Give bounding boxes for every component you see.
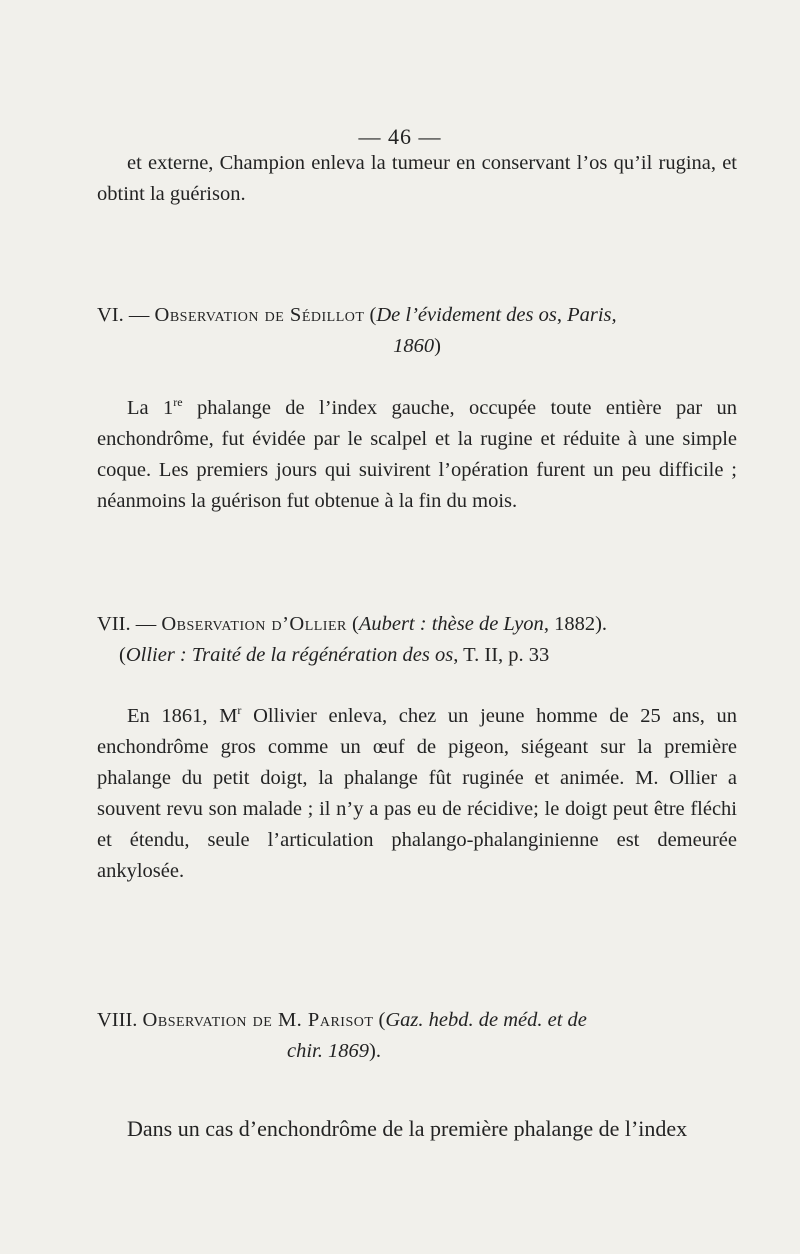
section-vii-body-start: En 1861, M: [127, 705, 238, 727]
section-vi-citation-close: ): [434, 335, 441, 357]
section-vi-body-start: La 1: [127, 397, 174, 419]
section-vi-dash: —: [128, 304, 150, 326]
section-vi-citation-sep: ,: [556, 304, 568, 326]
section-viii-ref-work-1: Gaz. hebd. de méd. et de: [385, 1009, 587, 1031]
section-vii-body-rest: Ollivier enleva, chez un jeune homme de 25 ans, un enchondrôme gros comme un œuf de pigeon, siégeant sur la première phalange du petit doigt, la phalange fût ruginée et animée. M. Ollier a souvent revu son malade ; il n’y a pas eu de récidive; le doigt peut être fléchi et étendu, seule l’articulation phalango-phalanginienne est demeurée ankylosée.: [97, 705, 737, 882]
section-vi-body-rest: phalange de l’index gauche, occupée toute entière par un enchondrôme, fut évidée par le scalpel et la rugine et réduite à une simple coque. Les premiers jours qui suivirent l’opération furent un peu difficile ; néanmoins la guérison fut obtenue à la fin du mois.: [97, 397, 738, 512]
section-vi-heading: [97, 300, 737, 362]
section-vii-numeral: VII.: [97, 613, 131, 635]
section-viii-body: Dans un cas d’enchondrôme de la première phalange de l’index: [127, 1116, 688, 1141]
section-vi-body-sup: re: [173, 395, 183, 410]
section-viii-body-block: [97, 1113, 737, 1144]
section-viii-ref-work-2: chir. 1869: [287, 1040, 369, 1062]
section-viii-ref-close: ).: [369, 1040, 381, 1062]
section-vii-ref1-rest: , 1882).: [543, 613, 608, 635]
section-viii-numeral: VIII.: [97, 1009, 138, 1031]
section-viii-heading: [97, 1005, 737, 1067]
section-vi-body-block: [97, 393, 737, 517]
section-vii-body: [97, 701, 737, 887]
section-vi-body: [97, 393, 737, 517]
section-vii-ref1-work: Aubert : thèse de Lyon: [358, 613, 544, 635]
section-viii-title: Observation de M. Parisot: [142, 1009, 374, 1031]
section-vii-title: Observation d’Ollier: [161, 613, 347, 635]
section-vi-citation-year: 1860: [393, 335, 435, 357]
section-vi-citation-open: (: [369, 304, 377, 326]
section-vii-ref2-open: (: [119, 644, 126, 666]
section-viii-ref-open: (: [378, 1009, 386, 1031]
section-vii-dash: —: [135, 613, 157, 635]
section-vii-ref2-rest: , T. II, p. 33: [453, 644, 550, 666]
page-number: — 46 —: [358, 124, 442, 149]
section-vi-citation-work: De l’évidement des os: [376, 304, 557, 326]
intro-paragraph-block: [97, 148, 737, 210]
section-vii-ref2-work: Ollier : Traité de la régénération des os: [125, 644, 454, 666]
section-vii-ref1-open: (: [352, 613, 359, 635]
section-vi-title: Observation de Sédillot: [154, 304, 365, 326]
section-vi-citation-place: Paris,: [567, 304, 617, 326]
intro-paragraph: et externe, Champion enleva la tumeur en conservant l’os qu’il rugina, et obtint la guérison.: [97, 152, 737, 205]
section-vi-numeral: VI.: [97, 304, 124, 326]
section-vii-heading: [97, 609, 737, 671]
section-vii-body-sup: r: [237, 703, 242, 718]
section-vii-body-block: [97, 701, 737, 887]
